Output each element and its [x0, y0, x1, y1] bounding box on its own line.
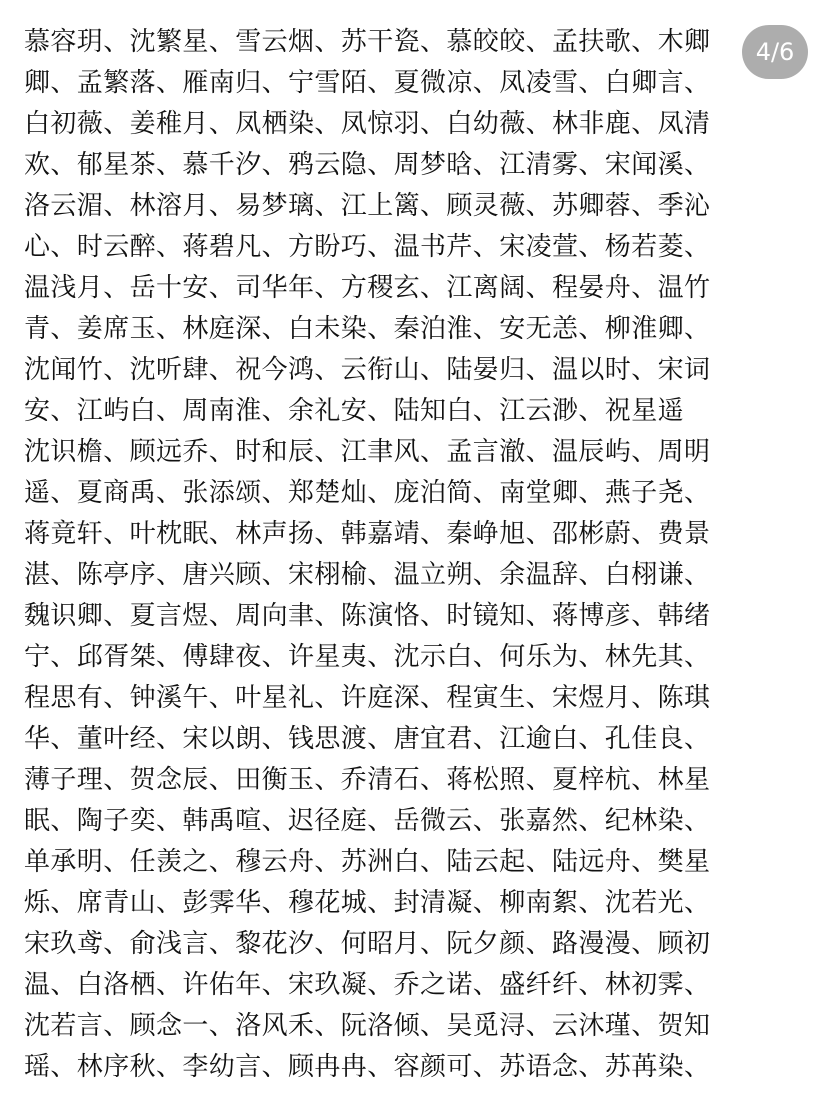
name-line: 瑶、林序秋、李幼言、顾冉冉、容颜可、苏语念、苏苒染、 — [24, 1052, 711, 1082]
name-line: 蒋竟轩、叶枕眠、林声扬、韩嘉靖、秦峥旭、邵彬蔚、费景 — [24, 519, 711, 549]
name-line: 青、姜席玉、林庭深、白未染、秦泊淮、安无恙、柳淮卿、 — [24, 314, 711, 344]
name-line: 慕容玥、沈繁星、雪云烟、苏干瓷、慕皎皎、孟扶歌、木卿 — [24, 27, 711, 57]
name-list — [24, 22, 814, 1088]
name-line: 欢、郁星茶、慕千汐、鸦云隐、周梦晗、江清雾、宋闻溪、 — [24, 150, 711, 180]
name-line: 魏识卿、夏言煜、周向聿、陈演恪、时镜知、蒋博彦、韩绪 — [24, 601, 711, 631]
name-line: 宁、邱胥桀、傅肆夜、许星夷、沈示白、何乐为、林先其、 — [24, 642, 711, 672]
name-line: 沈识檐、顾远乔、时和辰、江聿风、孟言澈、温辰屿、周明 — [24, 437, 711, 467]
name-line: 单承明、任羡之、穆云舟、苏洲白、陆云起、陆远舟、樊星 — [24, 847, 711, 877]
name-line: 沈若言、顾念一、洛风禾、阮洛倾、吴觅浔、云沐瑾、贺知 — [24, 1011, 711, 1041]
name-line: 华、董叶经、宋以朗、钱思渡、唐宜君、江逾白、孔佳良、 — [24, 724, 711, 754]
name-line: 宋玖鸢、俞浅言、黎花汐、何昭月、阮夕颜、路漫漫、顾初 — [24, 929, 711, 959]
name-line: 遥、夏商禹、张添颂、郑楚灿、庞泊简、南堂卿、燕子尧、 — [24, 478, 711, 508]
name-line: 眠、陶子奕、韩禹喧、迟径庭、岳微云、张嘉然、纪林染、 — [24, 806, 711, 836]
name-line: 沈闻竹、沈听肆、祝今鸿、云衔山、陆晏归、温以时、宋词 — [24, 355, 711, 385]
name-line: 程思有、钟溪午、叶星礼、许庭深、程寅生、宋煜月、陈琪 — [24, 683, 711, 713]
name-line: 温、白洛栖、许佑年、宋玖凝、乔之诺、盛纤纤、林初霁、 — [24, 970, 711, 1000]
page-indicator: 4/6 — [742, 25, 808, 79]
name-line: 湛、陈亭序、唐兴顾、宋栩榆、温立朔、余温辞、白栩谦、 — [24, 560, 711, 590]
name-line: 洛云湄、林溶月、易梦璃、江上篱、顾灵薇、苏卿蓉、季沁 — [24, 191, 711, 221]
name-line: 安、江屿白、周南淮、余礼安、陆知白、江云渺、祝星遥 — [24, 396, 685, 426]
name-line: 卿、孟繁落、雁南归、宁雪陌、夏微凉、凤凌雪、白卿言、 — [24, 68, 711, 98]
name-line: 白初薇、姜稚月、凤栖染、凤惊羽、白幼薇、林非鹿、凤清 — [24, 109, 711, 139]
name-line: 心、时云醉、蒋碧凡、方盼巧、温书芹、宋凌萱、杨若菱、 — [24, 232, 711, 262]
name-line: 薄子理、贺念辰、田衡玉、乔清石、蒋松照、夏梓杭、林星 — [24, 765, 711, 795]
name-line: 烁、席青山、彭霁华、穆花城、封清凝、柳南絮、沈若光、 — [24, 888, 711, 918]
name-line: 温浅月、岳十安、司华年、方稷玄、江离阔、程晏舟、温竹 — [24, 273, 711, 303]
